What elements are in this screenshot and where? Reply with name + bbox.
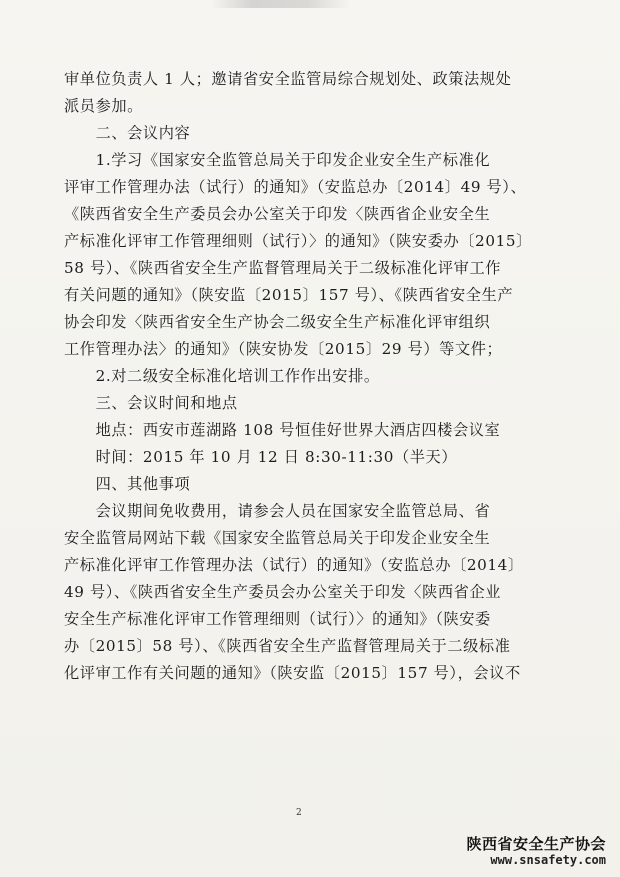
text-line: 安全监管局网站下载《国家安全监管总局关于印发企业安全生: [64, 529, 491, 547]
text-line: 产标准化评审工作管理细则（试行）〉的通知》（陕安委办〔2015〕: [64, 232, 532, 250]
text-line: 产标准化评审工作管理办法（试行）的通知》（安监总办〔2014〕: [64, 556, 524, 574]
text-line: 49 号）、《陕西省安全生产委员会办公室关于印发〈陕西省企业: [64, 583, 502, 601]
text-line: 协会印发〈陕西省安全生产协会二级安全生产标准化评审组织: [64, 313, 491, 331]
text-line: 58 号）、《陕西省安全生产监督管理局关于二级标准化评审工作: [64, 259, 502, 277]
meeting-location: 地点：西安市莲湖路 108 号恒佳好世界大酒店四楼会议室: [64, 421, 501, 439]
document-body: [64, 66, 584, 687]
text-line: 审单位负责人 1 人；邀请省安全监管局综合规划处、政策法规处: [64, 70, 512, 88]
text-line: 安全生产标准化评审工作管理细则（试行）〉的通知》（陕安委: [64, 610, 491, 628]
text-line: 化评审工作有关问题的通知》（陕安监〔2015〕157 号），会议不: [64, 664, 521, 682]
text-line: 办〔2015〕58 号）、《陕西省安全生产监督管理局关于二级标准: [64, 637, 511, 655]
text-line: 工作管理办法〉的通知》（陕安协发〔2015〕29 号）等文件；: [64, 340, 503, 358]
section-heading-other: 四、其他事项: [64, 475, 191, 493]
text-line: 会议期间免收费用，请参会人员在国家安全监管总局、省: [64, 502, 491, 520]
text-line: 有关问题的通知》（陕安监〔2015〕157 号）、《陕西省安全生产: [64, 286, 514, 304]
text-line: 《陕西省安全生产委员会办公室关于印发〈陕西省企业安全生: [64, 205, 491, 223]
text-line: 评审工作管理办法（试行）的通知》（安监总办〔2014〕49 号）、: [64, 178, 527, 196]
text-line: 1.学习《国家安全监管总局关于印发企业安全生产标准化: [64, 151, 491, 169]
page-number: 2: [296, 808, 302, 818]
scan-smudge: [210, 0, 350, 8]
footer-url: www.snsafety.com: [490, 853, 606, 867]
text-line: 派员参加。: [64, 97, 143, 115]
footer-org-name: 陕西省安全生产协会: [466, 835, 606, 853]
text-line: 2.对二级安全标准化培训工作作出安排。: [64, 367, 380, 385]
section-heading-content: 二、会议内容: [64, 124, 191, 142]
section-heading-time-place: 三、会议时间和地点: [64, 394, 238, 412]
meeting-time: 时间：2015 年 10 月 12 日 8:30-11:30（半天）: [64, 448, 458, 466]
